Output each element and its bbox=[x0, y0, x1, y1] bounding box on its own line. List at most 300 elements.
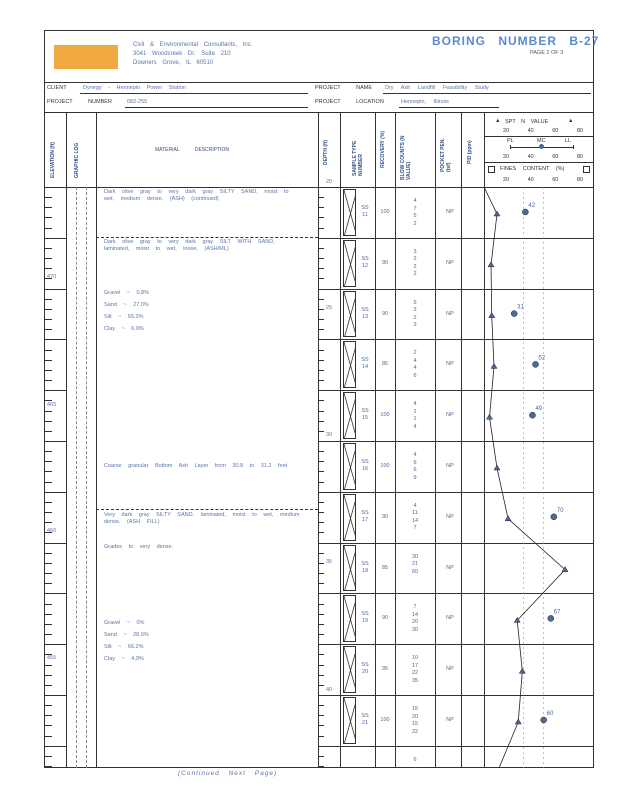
graphic-log-dot: · bbox=[72, 392, 74, 398]
project-name-label: PROJECT NAME bbox=[315, 85, 372, 91]
blow-counts-header: BLOW COUNTS (N VALUE) bbox=[400, 135, 412, 180]
graphic-log-dot: · bbox=[79, 663, 81, 669]
graphic-log-dot: · bbox=[72, 408, 74, 414]
spt-point bbox=[515, 719, 521, 724]
blow-count: 20 bbox=[411, 713, 419, 720]
spt-point bbox=[488, 262, 494, 267]
graphic-log-dot: · bbox=[86, 730, 88, 736]
elevation-label: 470 bbox=[47, 274, 57, 280]
column-divider bbox=[461, 112, 462, 768]
blow-count: 6 bbox=[413, 459, 417, 466]
blow-count: 35 bbox=[411, 677, 419, 684]
graphic-log-dot: · bbox=[72, 190, 74, 195]
graphic-log-dot: · bbox=[72, 424, 74, 429]
elevation-tick bbox=[44, 217, 52, 218]
graphic-log-dot: · bbox=[79, 273, 81, 279]
graphic-log-dot: · bbox=[72, 283, 74, 289]
elevation-tick bbox=[44, 421, 52, 422]
graphic-log-dot: · bbox=[79, 741, 81, 747]
elevation-tick bbox=[44, 553, 52, 554]
blow-counts bbox=[407, 401, 423, 431]
graphic-log-dot: · bbox=[79, 304, 81, 310]
depth-tick bbox=[318, 187, 340, 188]
graphic-log-dot: · bbox=[72, 533, 74, 539]
pocket-pen-value: NP bbox=[446, 717, 454, 723]
fines-point bbox=[551, 514, 557, 520]
graphic-log-dot: · bbox=[86, 559, 88, 565]
graphic-log-dot: · bbox=[86, 512, 88, 518]
tick-label: 60 bbox=[552, 177, 559, 183]
depth-tick bbox=[318, 685, 324, 686]
continued-note: (Continued Next Page) bbox=[178, 770, 278, 777]
pocket-pen-value: NP bbox=[446, 615, 454, 622]
sample-x-icon bbox=[344, 241, 356, 287]
sample-box-icon bbox=[343, 392, 356, 439]
pid-header: PID (ppm) bbox=[467, 140, 473, 164]
graphic-log-dot: · bbox=[86, 262, 88, 268]
elevation-tick bbox=[44, 766, 52, 767]
elevation-tick bbox=[44, 187, 66, 188]
graphic-log-dot: · bbox=[79, 382, 81, 388]
elevation-tick bbox=[44, 350, 52, 351]
graphic-log-dot: · bbox=[79, 429, 81, 435]
graphic-log-dot: · bbox=[72, 767, 74, 773]
pocket-pen-value: NP bbox=[446, 513, 454, 520]
elevation-tick bbox=[44, 725, 52, 726]
graphic-log-dot: · bbox=[86, 340, 88, 346]
pocket-pen-value: NP bbox=[446, 666, 454, 673]
blow-count: 4 bbox=[413, 401, 417, 408]
depth-label: 30 bbox=[326, 432, 333, 438]
spt-point bbox=[494, 211, 500, 216]
spt-ticks bbox=[503, 128, 583, 134]
elevation-tick bbox=[44, 207, 52, 208]
graphic-log-dot: · bbox=[72, 751, 74, 757]
atterberg-ticks bbox=[503, 154, 583, 160]
sample-type: SS bbox=[361, 408, 369, 415]
depth-tick bbox=[318, 654, 324, 655]
elevation-label: 465 bbox=[47, 402, 57, 408]
gradation-sand: Sand ~ 28.9% bbox=[104, 632, 149, 638]
graphic-log-dot: · bbox=[86, 325, 88, 331]
fines-label: 42 bbox=[528, 203, 536, 209]
blow-count: 11 bbox=[412, 510, 418, 517]
graphic-log-dot: · bbox=[72, 439, 74, 445]
sample-type: SS bbox=[361, 509, 369, 516]
pocket-pen-value: NP bbox=[446, 259, 454, 266]
fines-label: 52 bbox=[538, 355, 546, 362]
blow-count bbox=[407, 779, 423, 787]
graphic-log-dot: · bbox=[72, 221, 74, 227]
graphic-log-dot: · bbox=[72, 314, 74, 320]
sample-number: 13 bbox=[361, 313, 369, 320]
depth-tick bbox=[318, 370, 324, 371]
sample-x-icon bbox=[344, 292, 356, 338]
sample-x-icon bbox=[344, 444, 356, 490]
project-number-value: 082-255 bbox=[127, 99, 148, 105]
depth-tick bbox=[318, 715, 324, 716]
graphic-log-dot: · bbox=[79, 398, 81, 403]
blow-count: 30 bbox=[411, 553, 419, 560]
sample-x-icon bbox=[344, 190, 356, 236]
depth-tick bbox=[318, 593, 340, 594]
graphic-log-dot: · bbox=[86, 418, 88, 424]
company-name: Civil & Environmental Consultants, Inc. bbox=[133, 42, 253, 48]
mc-circle-icon bbox=[539, 144, 544, 149]
graphic-log-dot: · bbox=[86, 294, 88, 299]
elevation-tick bbox=[44, 319, 52, 320]
elevation-tick bbox=[44, 390, 66, 391]
blow-count: 3 bbox=[413, 248, 417, 255]
fines-point bbox=[533, 361, 539, 367]
blow-count: 7 bbox=[413, 525, 417, 532]
graphic-log-dot: · bbox=[72, 673, 74, 679]
depth-tick bbox=[318, 492, 340, 493]
graphic-log-dot: · bbox=[86, 715, 88, 721]
blow-count: 20 bbox=[411, 619, 419, 626]
blow-count: 4 bbox=[413, 357, 417, 364]
strata-boundary bbox=[96, 509, 318, 510]
blow-count: 7 bbox=[413, 205, 417, 212]
spt-point bbox=[494, 465, 500, 470]
sample-number: 20 bbox=[361, 669, 369, 676]
depth-tick bbox=[318, 400, 324, 401]
blow-count: 14 bbox=[411, 611, 419, 618]
sample-x-icon bbox=[344, 393, 356, 439]
square-icon bbox=[583, 166, 590, 173]
elevation-tick bbox=[44, 532, 52, 533]
column-divider bbox=[96, 112, 97, 768]
graphic-log-dot: · bbox=[72, 486, 74, 492]
pocket-pen-value: NP bbox=[446, 361, 454, 368]
depth-tick bbox=[318, 634, 324, 635]
graphic-log-dot: · bbox=[79, 710, 81, 715]
fines-label: 31 bbox=[517, 304, 524, 311]
pocket-pen-value: NP bbox=[446, 412, 454, 419]
graphic-log-dot: · bbox=[79, 694, 81, 700]
spt-point bbox=[487, 414, 493, 419]
blow-count: 5 bbox=[413, 299, 417, 306]
elevation-tick bbox=[44, 441, 66, 442]
graphic-log-dot: · bbox=[86, 746, 88, 752]
pocket-pen-value: NP bbox=[446, 209, 454, 215]
sample-box-icon bbox=[343, 545, 356, 592]
elevation-tick bbox=[44, 431, 52, 432]
graphic-log-dot: · bbox=[79, 600, 81, 606]
graphic-log-dot: · bbox=[86, 574, 88, 580]
elevation-tick bbox=[44, 451, 52, 452]
graphic-log-dot: · bbox=[79, 491, 81, 497]
material-description-header: MATERIAL DESCRIPTION bbox=[155, 147, 230, 153]
blow-count: 6 bbox=[413, 756, 417, 763]
depth-tick bbox=[318, 512, 324, 513]
graphic-log-dot: · bbox=[72, 704, 74, 710]
depth-tick bbox=[318, 563, 324, 564]
depth-tick bbox=[318, 614, 324, 615]
graphic-log-dot: · bbox=[79, 522, 81, 528]
pocket-pen-value: NP bbox=[446, 310, 454, 317]
elevation-tick bbox=[44, 411, 52, 412]
depth-label: 25 bbox=[326, 305, 333, 311]
depth-tick bbox=[318, 461, 324, 462]
graphic-log-dot: · bbox=[79, 366, 81, 372]
sample-number: 14 bbox=[361, 364, 369, 371]
fines-point bbox=[511, 311, 517, 317]
elevation-tick bbox=[44, 624, 52, 625]
elevation-tick bbox=[44, 309, 52, 310]
blow-count: 10 bbox=[411, 655, 419, 662]
depth-tick bbox=[318, 573, 324, 574]
sample-box-icon bbox=[343, 646, 356, 693]
graphic-log-dot: · bbox=[72, 736, 74, 741]
depth-tick bbox=[318, 543, 340, 544]
elevation-tick bbox=[44, 644, 66, 645]
blow-counts bbox=[407, 706, 423, 736]
elevation-tick bbox=[44, 360, 52, 361]
graphic-log-dot: · bbox=[79, 460, 81, 466]
material-description: Grades to very dense. bbox=[104, 544, 174, 550]
graphic-log-dot: · bbox=[72, 330, 74, 336]
elevation-tick bbox=[44, 461, 52, 462]
recovery-value: 90 bbox=[381, 310, 389, 317]
depth-tick bbox=[318, 451, 324, 452]
graphic-log-dot: · bbox=[86, 606, 88, 611]
depth-tick bbox=[318, 421, 324, 422]
sample-box-icon bbox=[343, 240, 356, 287]
blow-count bbox=[407, 772, 423, 780]
project-name-value: Dry Ash Landfill Feasibility Study bbox=[385, 85, 489, 91]
tick-label: 80 bbox=[576, 177, 583, 183]
graphic-log-dot: · bbox=[72, 611, 74, 617]
gradation-silt: Silt ~ 66.2% bbox=[104, 644, 144, 650]
blow-counts bbox=[407, 554, 423, 584]
blow-count: 1 bbox=[413, 408, 417, 415]
blow-count bbox=[407, 576, 423, 584]
elevation-tick bbox=[44, 400, 52, 401]
blow-count: 22 bbox=[411, 728, 419, 735]
recovery-value: 85 bbox=[381, 564, 389, 571]
sample-number: 12 bbox=[361, 262, 369, 269]
graphic-log-dot: · bbox=[79, 569, 81, 575]
tick-label: 20 bbox=[503, 154, 510, 160]
graphic-log-dot: · bbox=[86, 247, 88, 253]
blow-counts bbox=[407, 198, 423, 228]
sample-box-icon bbox=[343, 341, 356, 388]
depth-tick bbox=[318, 502, 324, 503]
blow-counts bbox=[407, 300, 423, 330]
elevation-tick bbox=[44, 614, 52, 615]
gradation-gravel: Gravel ~ 0% bbox=[104, 620, 145, 626]
recovery-value: 100 bbox=[380, 717, 390, 723]
graphic-log-dot: · bbox=[72, 361, 74, 367]
depth-tick bbox=[318, 522, 324, 523]
blow-count: 9 bbox=[413, 474, 417, 481]
mc-label: MC bbox=[537, 138, 546, 144]
depth-tick bbox=[318, 482, 324, 483]
depth-tick bbox=[318, 360, 324, 361]
ll-label: LL bbox=[565, 138, 572, 144]
depth-tick bbox=[318, 380, 324, 381]
depth-tick bbox=[318, 278, 324, 279]
pocket-pen-value: NP bbox=[446, 463, 454, 469]
depth-tick bbox=[318, 411, 324, 412]
depth-tick bbox=[318, 695, 340, 696]
graphic-log-dot: · bbox=[79, 647, 81, 653]
graphic-log-dot: · bbox=[72, 299, 74, 305]
graphic-log-dot: · bbox=[72, 252, 74, 258]
gradation-gravel: Gravel ~ 0.8% bbox=[104, 290, 150, 296]
gradation-silt: Silt ~ 65.3% bbox=[104, 314, 144, 320]
graphic-log-dot: · bbox=[86, 668, 88, 674]
depth-tick bbox=[318, 207, 324, 208]
graphic-log-dot: · bbox=[79, 210, 81, 216]
blow-count: 6 bbox=[413, 372, 417, 379]
elevation-tick bbox=[44, 665, 52, 666]
graphic-log-dot: · bbox=[86, 231, 88, 237]
sample-type: SS bbox=[361, 357, 369, 364]
graphic-log-dot: · bbox=[72, 595, 74, 601]
depth-tick bbox=[318, 228, 324, 229]
blow-count: 3 bbox=[413, 307, 417, 314]
graphic-log-dot: · bbox=[72, 517, 74, 523]
material-description: Coarse granular Bottom Ash Layer from 30.8 to 31.2 feet. bbox=[104, 463, 289, 469]
graphic-log-dot: · bbox=[86, 528, 88, 533]
graphic-log-dot: · bbox=[72, 455, 74, 461]
depth-tick bbox=[318, 217, 324, 218]
triangle-icon: ▲ bbox=[495, 118, 501, 124]
triangle-icon: ▲ bbox=[568, 118, 574, 124]
elevation-tick bbox=[44, 248, 52, 249]
elevation-tick bbox=[44, 573, 52, 574]
depth-tick bbox=[318, 746, 340, 747]
graphic-log-dot: · bbox=[72, 236, 74, 242]
project-location-value: Hennepin, Illinois bbox=[401, 99, 449, 105]
spt-point bbox=[505, 516, 511, 521]
depth-tick bbox=[318, 766, 324, 767]
sample-x-icon bbox=[344, 342, 356, 388]
spt-point bbox=[491, 363, 497, 368]
elevation-tick bbox=[44, 258, 52, 259]
graphic-log-dot: · bbox=[72, 720, 74, 726]
sample-type: SS bbox=[361, 611, 369, 618]
fines-label: 60 bbox=[546, 711, 554, 717]
elevation-tick bbox=[44, 289, 66, 290]
depth-tick bbox=[318, 248, 324, 249]
recovery-value: 85 bbox=[381, 361, 389, 368]
sample-number: 17 bbox=[361, 516, 369, 523]
depth-tick bbox=[318, 553, 324, 554]
pocket-pen-header: POCKET PEN. (tsf) bbox=[440, 138, 452, 172]
depth-tick bbox=[318, 289, 340, 290]
blow-count: 2 bbox=[413, 256, 417, 263]
sample-type-header: SAMPLE TYPE NUMBER bbox=[352, 140, 364, 176]
recovery-value: 100 bbox=[380, 209, 390, 215]
graphic-log-dot: · bbox=[86, 200, 88, 206]
blow-count: 3 bbox=[413, 322, 417, 329]
graphic-log-dot: · bbox=[86, 481, 88, 487]
blow-count: 4 bbox=[413, 365, 417, 372]
elevation-tick bbox=[44, 522, 52, 523]
elevation-tick bbox=[44, 512, 52, 513]
divider bbox=[125, 107, 308, 108]
atterberg-legend bbox=[510, 145, 574, 149]
blow-count: 60 bbox=[411, 568, 419, 575]
elevation-tick bbox=[44, 654, 52, 655]
elevation-tick bbox=[44, 583, 52, 584]
pocket-pen-value: NP bbox=[446, 564, 454, 571]
fines-label: FINES CONTENT (%) bbox=[500, 166, 565, 172]
graphic-log-dot: · bbox=[72, 268, 74, 273]
depth-tick bbox=[318, 268, 324, 269]
sample-number: 19 bbox=[361, 618, 369, 625]
graphic-log-dot: · bbox=[79, 444, 81, 450]
depth-tick bbox=[318, 756, 324, 757]
sample-box-icon bbox=[343, 595, 356, 642]
client-value: Dynegy - Hennepin Power Station bbox=[83, 85, 186, 91]
graphic-log-dot: · bbox=[86, 465, 88, 471]
blow-count: 2 bbox=[413, 263, 417, 270]
depth-tick bbox=[318, 624, 324, 625]
depth-tick bbox=[318, 197, 324, 198]
material-description: Very dark gray SILTY SAND, laminated, moist to wet, medium dense, (ASH FILL) bbox=[104, 512, 300, 525]
depth-tick bbox=[318, 299, 324, 300]
elevation-tick bbox=[44, 329, 52, 330]
depth-tick bbox=[318, 665, 324, 666]
graphic-log-line bbox=[76, 187, 77, 768]
elevation-tick bbox=[44, 238, 66, 239]
graphic-log-dot: · bbox=[72, 548, 74, 554]
elevation-tick bbox=[44, 604, 52, 605]
tick-label: 20 bbox=[503, 177, 510, 183]
project-location-label: PROJECT LOCATION bbox=[315, 99, 384, 105]
spt-line bbox=[484, 187, 565, 768]
depth-tick bbox=[318, 258, 324, 259]
depth-tick bbox=[318, 604, 324, 605]
blow-count: 14 bbox=[411, 517, 419, 524]
graphic-log-line bbox=[86, 187, 87, 768]
elevation-header: ELEVATION (ft) bbox=[50, 142, 56, 178]
graphic-log-dot: · bbox=[72, 346, 74, 351]
sample-type: SS bbox=[361, 205, 369, 211]
depth-tick bbox=[318, 532, 324, 533]
divider bbox=[80, 93, 308, 94]
elevation-tick bbox=[44, 482, 52, 483]
elevation-tick bbox=[44, 593, 66, 594]
graphic-log-dot: · bbox=[79, 585, 81, 591]
tick-label: 60 bbox=[552, 128, 559, 134]
elevation-tick bbox=[44, 705, 52, 706]
graphic-log-dot: · bbox=[79, 507, 81, 513]
tick-label: 60 bbox=[552, 154, 559, 160]
tick-label: 20 bbox=[503, 128, 510, 134]
depth-label: 40 bbox=[326, 687, 333, 693]
depth-tick bbox=[318, 350, 324, 351]
recovery-value: 100 bbox=[380, 412, 390, 419]
graphic-log-dot: · bbox=[79, 335, 81, 341]
material-description: Dark olive gray to very dark gray SILT WITH SAND, laminated, moist to wet, loose, (ASH/ML) bbox=[104, 239, 275, 252]
blow-counts bbox=[407, 503, 423, 533]
blow-count: 4 bbox=[413, 452, 417, 458]
graphic-log-dot: · bbox=[79, 554, 81, 559]
elevation-label: 460 bbox=[47, 528, 57, 534]
recovery-value: 95 bbox=[381, 666, 389, 673]
depth-tick bbox=[318, 675, 324, 676]
sample-number: 11 bbox=[362, 212, 368, 218]
divider bbox=[399, 107, 499, 108]
column-divider bbox=[66, 112, 67, 768]
graphic-log-dot: · bbox=[72, 626, 74, 632]
graphic-log-dot: · bbox=[86, 309, 88, 315]
